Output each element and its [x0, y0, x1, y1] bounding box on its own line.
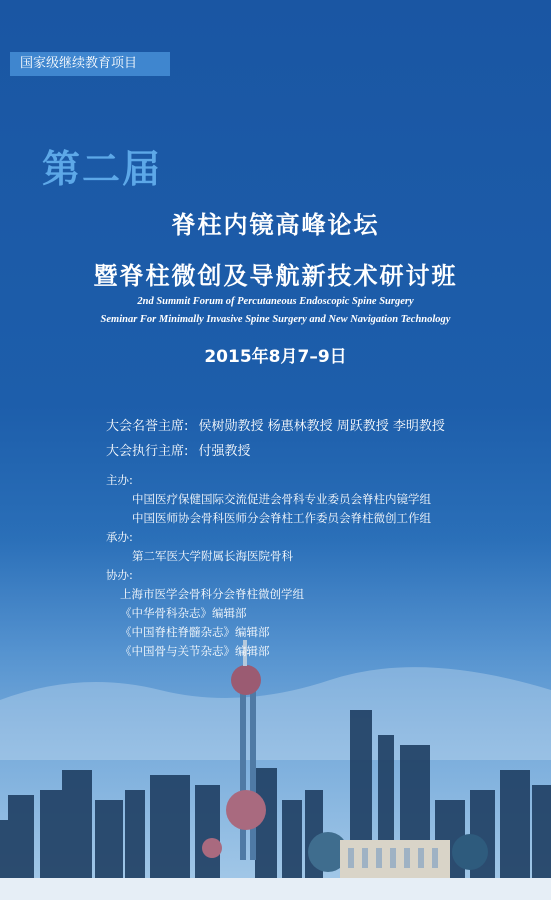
program-tag: 国家级继续教育项目: [10, 52, 170, 76]
co-organizer-item: 《中国脊柱脊髓杂志》编辑部: [120, 625, 270, 639]
honorary-names: 侯树勋教授 杨惠林教授 周跃教授 李明教授: [198, 419, 445, 434]
english-title-line-2: Seminar For Minimally Invasive Spine Surgery and New Navigation Technology: [100, 314, 451, 325]
title-line-2: 暨脊柱微创及导航新技术研讨班: [93, 262, 458, 290]
organizer-item: 中国医师协会骨科医师分会脊柱工作委员会脊柱微创工作组: [132, 511, 431, 525]
title-line-1: 脊柱内镜高峰论坛: [171, 211, 380, 239]
host-item: 第二军医大学附属长海医院骨科: [132, 549, 293, 563]
english-title-line-1: 2nd Summit Forum of Percutaneous Endoscopic Spine Surgery: [137, 296, 414, 307]
executive-names: 付强教授: [198, 444, 251, 459]
executive-chair: [106, 440, 251, 459]
co-organizer-item: 上海市医学会骨科分会脊柱微创学组: [120, 587, 304, 601]
edition-heading: 第二届: [42, 146, 163, 191]
executive-label: 大会执行主席:: [106, 444, 189, 459]
host-label: 承办:: [106, 530, 133, 544]
honorary-chairs: [106, 415, 445, 434]
event-date: 2015年8月7–9日: [204, 347, 347, 367]
co-organizer-item: 《中国骨与关节杂志》编辑部: [120, 644, 270, 658]
organizer-item: 中国医疗保健国际交流促进会骨科专业委员会脊柱内镜学组: [132, 492, 431, 506]
co-organizer-item: 《中华骨科杂志》编辑部: [120, 606, 247, 620]
organizer-label: 主办:: [106, 473, 133, 487]
honorary-label: 大会名誉主席:: [106, 419, 189, 434]
co-organizer-label: 协办:: [106, 568, 133, 582]
